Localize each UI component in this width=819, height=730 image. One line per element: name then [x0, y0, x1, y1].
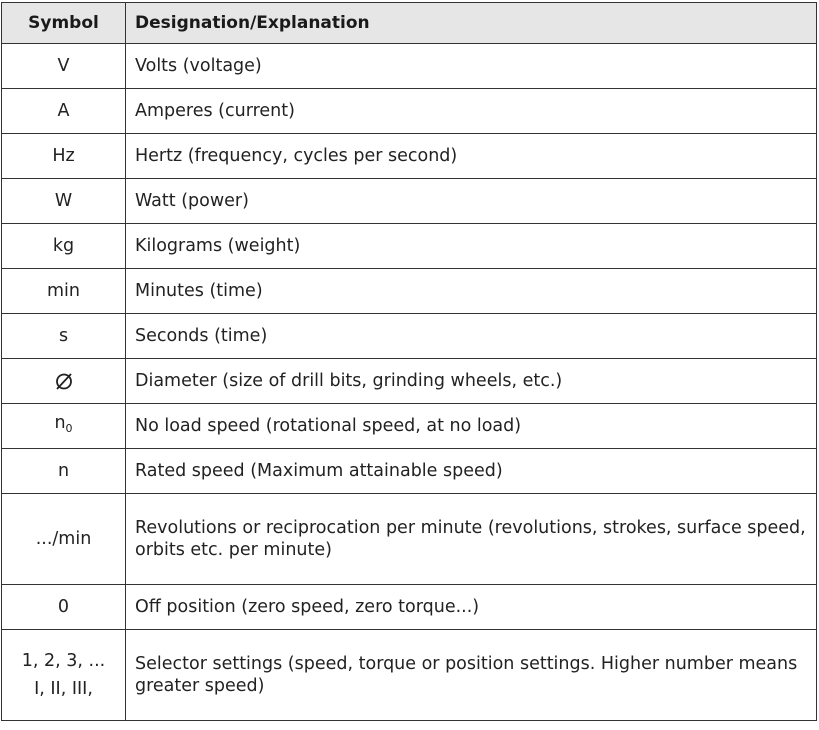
- symbol-cell: V: [2, 44, 126, 89]
- designation-cell: Minutes (time): [126, 269, 817, 314]
- designation-cell: Rated speed (Maximum attainable speed): [126, 449, 817, 494]
- designation-cell: Off position (zero speed, zero torque...): [126, 585, 817, 630]
- table-row: [2, 404, 817, 449]
- designation-cell: Watt (power): [126, 179, 817, 224]
- symbol-cell: [2, 359, 126, 404]
- table-row: [2, 134, 817, 179]
- designation-cell: Hertz (frequency, cycles per second): [126, 134, 817, 179]
- symbol-cell: Hz: [2, 134, 126, 179]
- table-row: [2, 314, 817, 359]
- symbol-cell: kg: [2, 224, 126, 269]
- table-row: [2, 359, 817, 404]
- symbol-line-arabic: 1, 2, 3, ...: [21, 651, 106, 671]
- designation-cell: Selector settings (speed, torque or position settings. Higher number means greater speed): [126, 630, 817, 721]
- symbol-cell: W: [2, 179, 126, 224]
- symbol-cell: .../min: [2, 494, 126, 585]
- table-row: [2, 494, 817, 585]
- designation-cell: Amperes (current): [126, 89, 817, 134]
- table-header-row: [2, 3, 817, 44]
- table-row: [2, 224, 817, 269]
- designation-cell: Diameter (size of drill bits, grinding wheels, etc.): [126, 359, 817, 404]
- symbol-cell: 0: [2, 585, 126, 630]
- symbol-cell: A: [2, 89, 126, 134]
- table-row: [2, 89, 817, 134]
- symbol-text: n: [54, 413, 66, 433]
- designation-cell: Revolutions or reciprocation per minute (revolutions, strokes, surface speed, orbits etc. per minute): [126, 494, 817, 585]
- symbol-subscript: 0: [65, 422, 73, 435]
- table-row: [2, 449, 817, 494]
- symbol-table: [1, 2, 817, 721]
- symbol-cell: s: [2, 314, 126, 359]
- table-row: [2, 269, 817, 314]
- designation-cell: No load speed (rotational speed, at no load): [126, 404, 817, 449]
- table-row: [2, 44, 817, 89]
- symbol-cell: n: [2, 449, 126, 494]
- diameter-icon: [54, 371, 74, 391]
- designation-cell: Kilograms (weight): [126, 224, 817, 269]
- symbol-cell: [2, 404, 126, 449]
- symbol-line-roman: I, II, III,: [34, 679, 93, 699]
- symbol-cell: [2, 630, 126, 721]
- table-row: [2, 585, 817, 630]
- header-designation: Designation/Explanation: [126, 3, 817, 44]
- symbol-cell: min: [2, 269, 126, 314]
- designation-cell: Volts (voltage): [126, 44, 817, 89]
- table-row: [2, 630, 817, 721]
- table-row: [2, 179, 817, 224]
- designation-cell: Seconds (time): [126, 314, 817, 359]
- header-symbol: Symbol: [2, 3, 126, 44]
